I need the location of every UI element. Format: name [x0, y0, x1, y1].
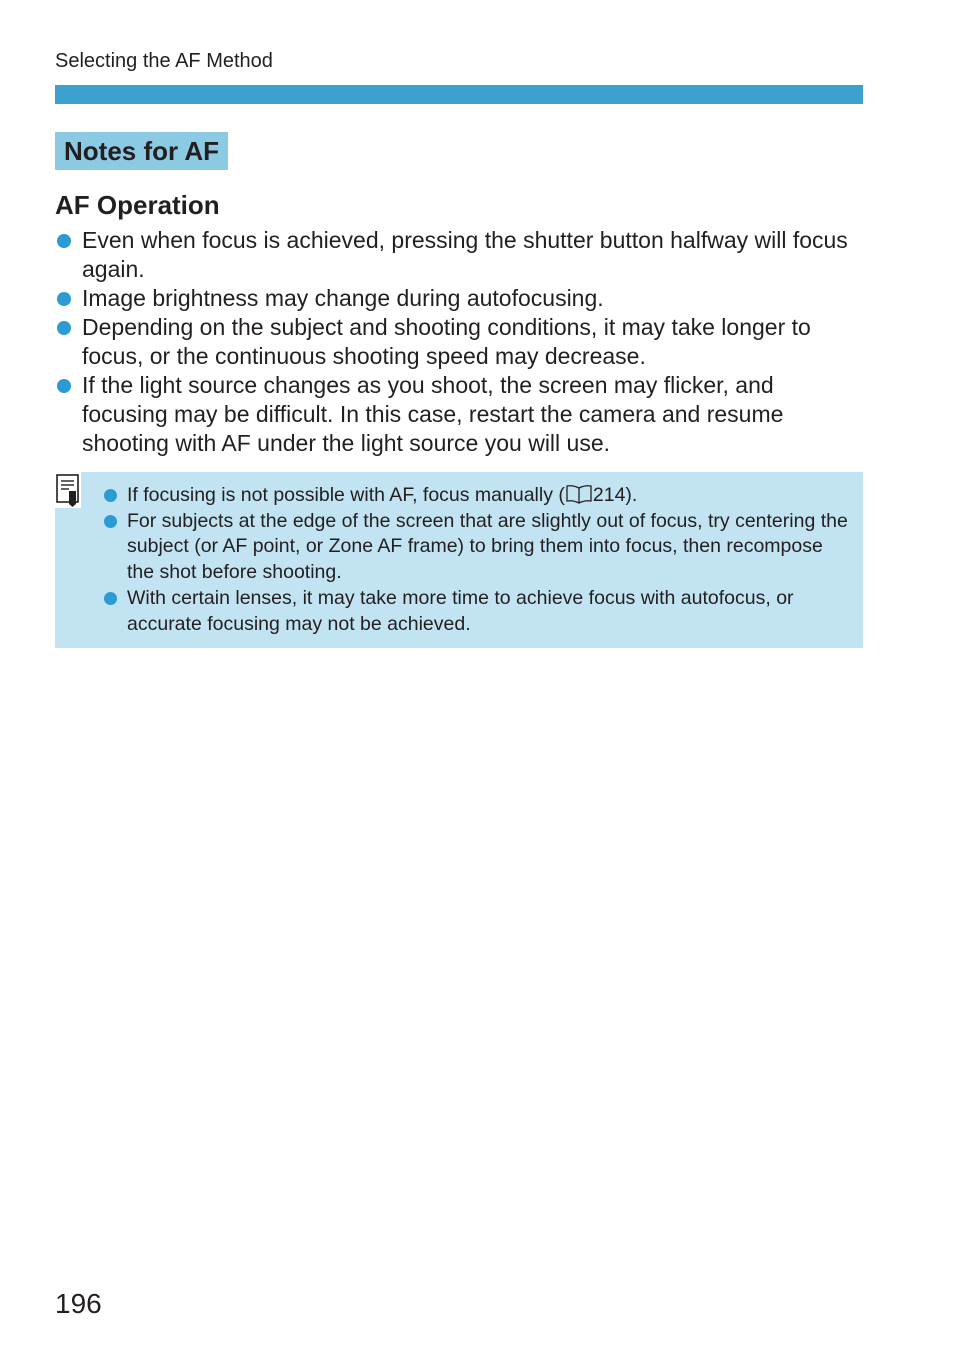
list-item [55, 284, 863, 313]
note-list [103, 483, 851, 637]
list-item [55, 313, 863, 371]
list-item [55, 226, 863, 284]
note-box [55, 472, 863, 648]
book-icon [565, 484, 593, 504]
bullet-icon [57, 379, 71, 393]
page-number: 196 [55, 1288, 102, 1319]
list-item-text: If the light source changes as you shoot, the screen may flicker, and focusing may be difficult. In this case, restart the camera and resume shooting with AF under the light source you will use. [82, 372, 784, 456]
running-header: Selecting the AF Method [55, 50, 273, 72]
list-item-text: Depending on the subject and shooting conditions, it may take longer to focus, or the continuous shooting speed may decrease. [82, 314, 811, 369]
list-item-text: Even when focus is achieved, pressing the shutter button halfway will focus again. [82, 227, 848, 282]
bullet-icon [104, 592, 117, 605]
note-item-text: If focusing is not possible with AF, focus manually ( [127, 484, 565, 506]
bullet-icon [57, 321, 71, 335]
memo-icon [55, 472, 81, 508]
section-title: Notes for AF [55, 132, 228, 170]
list-item-text: Image brightness may change during autofocusing. [82, 285, 604, 311]
note-item [103, 483, 851, 509]
af-operation-heading: AF Operation [55, 190, 220, 220]
bullet-icon [57, 292, 71, 306]
note-page-ref: 214). [592, 484, 638, 506]
bullet-icon [57, 234, 71, 248]
note-item [103, 586, 851, 637]
list-item [55, 371, 863, 458]
af-operation-list [55, 226, 863, 458]
bullet-icon [104, 515, 117, 528]
note-item [103, 509, 851, 586]
note-item-text: With certain lenses, it may take more time to achieve focus with autofocus, or accurate focusing may not be achieved. [127, 586, 794, 635]
note-item-text: For subjects at the edge of the screen that are slightly out of focus, try centering the subject (or AF point, or Zone AF frame) to bring them into focus, then recompose the shot before shooting. [127, 509, 848, 584]
header-bar [55, 85, 863, 104]
bullet-icon [104, 489, 117, 502]
